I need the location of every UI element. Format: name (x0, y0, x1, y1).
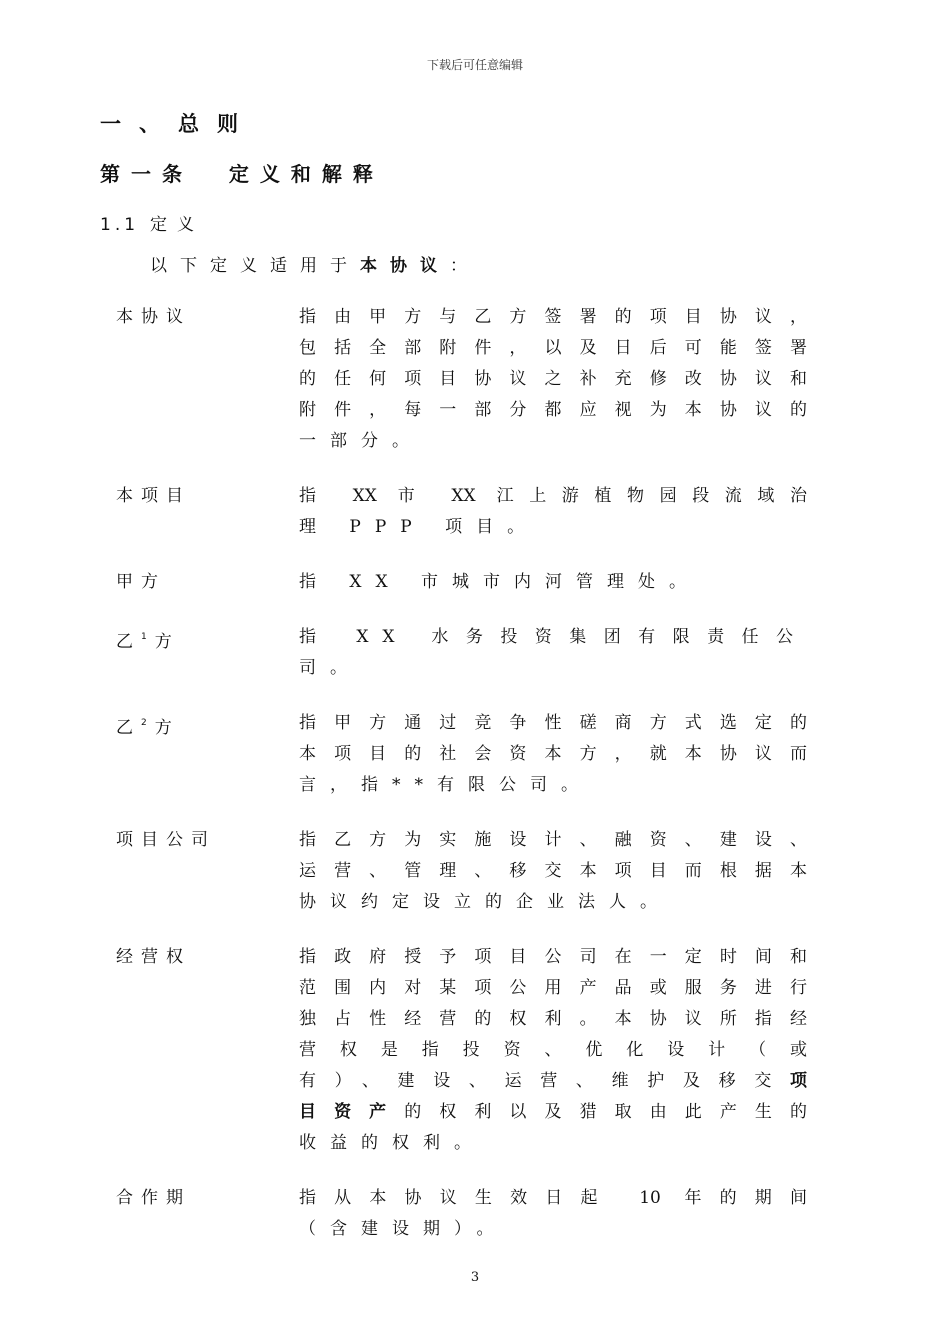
definition-text (299, 481, 807, 543)
definition-line: 理 PPP 项目。 (299, 517, 539, 537)
definition-line: 收益的权利。 (299, 1133, 485, 1153)
definition-line: 包括全部附件，以及日后可能签署 (299, 338, 807, 358)
definition-line: 营权是指投资、优化设计（或 (299, 1040, 807, 1060)
definition-line: 指甲方通过竞争性磋商方式选定的 (299, 713, 807, 733)
definition-line: 范围内对某项公用产品或服务进行 (299, 978, 807, 998)
term-part: 乙 (116, 632, 141, 652)
definition-line: 协议约定设立的企业法人。 (299, 892, 671, 912)
definition-row (0, 622, 950, 684)
section-heading (100, 210, 204, 235)
definition-line: 附件，每一部分都应视为本协议的 (299, 400, 807, 420)
definition-text (299, 942, 807, 1159)
bold-fragment: 目资产 (299, 1102, 405, 1122)
definition-text (299, 1183, 807, 1245)
intro-paragraph (150, 251, 480, 276)
definition-line: 一部分。 (299, 431, 423, 451)
term-part: 方 (154, 718, 180, 738)
definition-row (0, 302, 950, 457)
bold-fragment: 项 (790, 1071, 807, 1091)
definition-text (299, 567, 807, 598)
definition-text (299, 825, 807, 918)
definition-row (0, 1183, 950, 1245)
definition-line: 指由甲方与乙方签署的项目协议， (299, 307, 807, 327)
section-title: 定义 (150, 215, 204, 235)
definition-term (116, 622, 299, 684)
page-number: 3 (470, 1270, 480, 1285)
definitions-list (0, 302, 950, 1269)
definition-line: 指从本协议生效日起 10 年的期间 (299, 1188, 807, 1208)
intro-text: 以下定义适用于 (150, 256, 360, 276)
definition-term: 经营权 (116, 947, 191, 967)
term-part: 乙 (116, 718, 141, 738)
definition-row (0, 481, 950, 543)
intro-tail: ： (450, 256, 480, 276)
definition-term: 合作期 (116, 1188, 191, 1208)
page-header: 下载后可任意编辑 (426, 58, 523, 72)
definition-row (0, 708, 950, 801)
definition-text (299, 302, 807, 457)
term-superscript: 2 (141, 718, 147, 728)
definition-term: 项目公司 (116, 830, 216, 850)
definition-row (0, 825, 950, 918)
definition-row (0, 942, 950, 1159)
definition-text (299, 708, 807, 801)
definition-line: 指乙方为实施设计、融资、建设、 (299, 830, 807, 850)
definition-term (116, 708, 299, 801)
definition-line: 指政府授予项目公司在一定时间和 (299, 947, 807, 967)
definition-term: 本项目 (116, 486, 191, 506)
definition-term: 本协议 (116, 307, 191, 327)
definition-term: 甲方 (116, 572, 166, 592)
term-superscript: 1 (141, 632, 147, 642)
definition-line: 运营、管理、移交本项目而根据本 (299, 861, 807, 881)
definition-line: 指 XX 水务投资集团有限责任公司。 (299, 627, 807, 678)
intro-bold: 本协议 (360, 256, 450, 276)
definition-line: （含建设期）。 (299, 1219, 508, 1239)
term-part: 方 (154, 632, 180, 652)
section-number: 1.1 (100, 215, 140, 235)
definition-line: 言，指**有限公司。 (299, 775, 592, 795)
definition-line: 独占性经营的权利。本协议所指经 (299, 1009, 807, 1029)
definition-text (299, 622, 807, 684)
definition-line: 指 XX 市城市内河管理处。 (299, 572, 701, 592)
definition-line: 有）、建设、运营、维护及移交项 (299, 1071, 807, 1091)
definition-line: 目资产的权利以及猎取由此产生的 (299, 1102, 808, 1122)
definition-line: 本项目的社会资本方，就本协议而 (299, 744, 807, 764)
chapter-heading: 一、总则 (100, 112, 256, 136)
article-heading: 第一条 定义和解释 (100, 162, 384, 186)
definition-line: 指 XX 市 XX 江上游植物园段流域治 (299, 486, 807, 506)
definition-row (0, 567, 950, 598)
definition-line: 的任何项目协议之补充修改协议和 (299, 369, 807, 389)
